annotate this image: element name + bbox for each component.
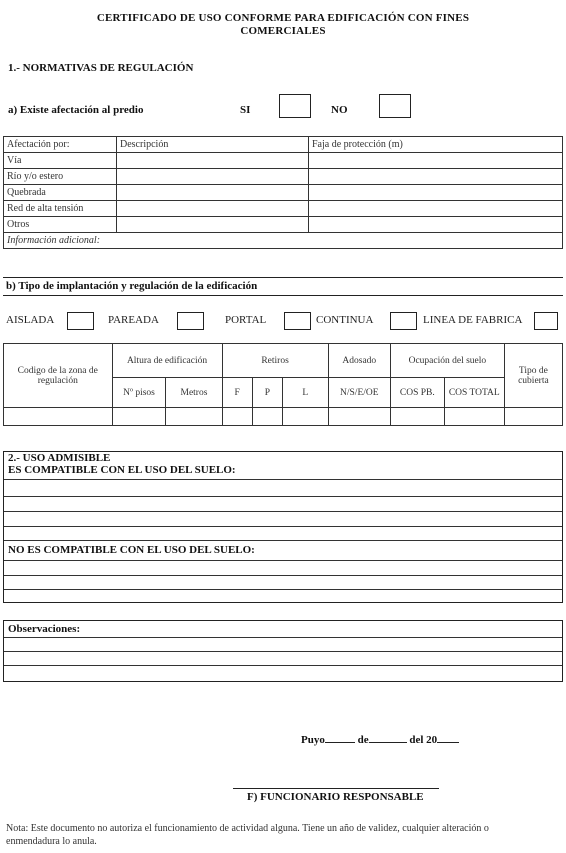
sub-costotal: COS TOTAL [444, 378, 504, 408]
descripcion-cell[interactable] [117, 185, 309, 201]
option-portal-label: PORTAL [225, 314, 267, 326]
compatible-line[interactable] [4, 496, 562, 497]
option-continua-checkbox[interactable] [390, 312, 417, 330]
title-line-1: CERTIFICADO DE USO CONFORME PARA EDIFICACIÓN CON FINES [96, 12, 470, 24]
row-label: Quebrada [4, 185, 117, 201]
descripcion-cell[interactable] [117, 217, 309, 233]
si-checkbox[interactable] [279, 94, 311, 118]
sub-adosado: N/S/E/OE [328, 378, 390, 408]
option-linea-checkbox[interactable] [534, 312, 558, 330]
faja-cell[interactable] [309, 169, 563, 185]
col-adosado: Adosado [328, 344, 390, 378]
reg-header-row [4, 344, 563, 378]
note-line-1: Nota: Este documento no autoriza el funcionamiento de actividad alguna. Tiene un año de validez, cualquier alteración o [6, 823, 489, 834]
row-label: Red de alta tensión [4, 201, 117, 217]
option-aislada-label: AISLADA [6, 314, 55, 326]
section1-heading: 1.- NORMATIVAS DE REGULACIÓN [8, 62, 194, 74]
input-l[interactable] [282, 408, 328, 426]
de-label: de [357, 734, 369, 746]
col-ocupacion: Ocupación del suelo [390, 344, 504, 378]
descripcion-cell[interactable] [117, 201, 309, 217]
header-descripcion: Descripción [117, 137, 309, 153]
descripcion-cell[interactable] [117, 169, 309, 185]
regulation-table [3, 343, 563, 426]
no-compatible-line[interactable] [4, 575, 562, 576]
option-pareada-checkbox[interactable] [177, 312, 204, 330]
input-pisos[interactable] [112, 408, 166, 426]
table-row [4, 153, 563, 169]
observaciones-line[interactable] [4, 637, 562, 638]
date-line [301, 734, 459, 746]
signature-label: F) FUNCIONARIO RESPONSABLE [247, 791, 424, 803]
day-field[interactable] [325, 742, 355, 743]
no-compatible-line[interactable] [4, 560, 562, 561]
compatible-label: ES COMPATIBLE CON EL USO DEL SUELO: [8, 464, 236, 476]
compatible-line[interactable] [4, 479, 562, 480]
faja-cell[interactable] [309, 201, 563, 217]
compatible-line[interactable] [4, 511, 562, 512]
input-costotal[interactable] [444, 408, 504, 426]
uso-admisible-section [3, 451, 563, 603]
city-label: Puyo [301, 734, 325, 746]
observaciones-label: Observaciones: [8, 623, 81, 635]
observaciones-line[interactable] [4, 665, 562, 666]
input-cubierta[interactable] [504, 408, 562, 426]
year-field[interactable] [437, 742, 459, 743]
observaciones-line[interactable] [4, 651, 562, 652]
option-continua-label: CONTINUA [316, 314, 374, 326]
title-line-2: COMERCIALES [240, 25, 326, 37]
observaciones-section [3, 620, 563, 682]
col-codigo: Codigo de la zona de regulación [4, 344, 113, 408]
row-label: Otros [4, 217, 117, 233]
faja-cell[interactable] [309, 217, 563, 233]
footer-note [6, 822, 562, 848]
table-row [4, 217, 563, 233]
info-adicional[interactable]: Información adicional: [4, 233, 563, 249]
sub-metros: Metros [166, 378, 222, 408]
afectacion-table [3, 136, 563, 249]
compatible-line[interactable] [4, 526, 562, 527]
header-faja: Faja de protección (m) [309, 137, 563, 153]
input-codigo[interactable] [4, 408, 113, 426]
faja-cell[interactable] [309, 185, 563, 201]
input-cospb[interactable] [390, 408, 444, 426]
sub-cospb: COS PB. [390, 378, 444, 408]
option-pareada-label: PAREADA [108, 314, 159, 326]
document-title [0, 12, 566, 38]
option-linea-label: LINEA DE FABRICA [423, 314, 523, 326]
no-checkbox[interactable] [379, 94, 411, 118]
month-field[interactable] [369, 742, 407, 743]
sub-pisos: Nº pisos [112, 378, 166, 408]
row-label: Río y/o estero [4, 169, 117, 185]
sub-l: L [282, 378, 328, 408]
table-row [4, 201, 563, 217]
no-compatible-label: NO ES COMPATIBLE CON EL USO DEL SUELO: [8, 544, 255, 556]
descripcion-cell[interactable] [117, 153, 309, 169]
option-portal-checkbox[interactable] [284, 312, 311, 330]
del-label: del 20 [409, 734, 438, 746]
separator-line [4, 540, 562, 541]
sub-f: F [222, 378, 252, 408]
section-b-top-rule [3, 277, 563, 278]
signature-line[interactable] [233, 788, 439, 789]
section2-heading: 2.- USO ADMISIBLE [8, 452, 111, 464]
section-b-heading: b) Tipo de implantación y regulación de la edificación [6, 280, 258, 292]
table-row [4, 185, 563, 201]
col-retiros: Retiros [222, 344, 328, 378]
option-aislada-checkbox[interactable] [67, 312, 94, 330]
note-line-2: enmendadura lo anula. [6, 836, 97, 847]
col-altura: Altura de edificación [112, 344, 222, 378]
input-metros[interactable] [166, 408, 222, 426]
input-p[interactable] [252, 408, 282, 426]
input-f[interactable] [222, 408, 252, 426]
si-label: SI [240, 104, 251, 116]
reg-data-row [4, 408, 563, 426]
no-compatible-line[interactable] [4, 589, 562, 590]
sub-p: P [252, 378, 282, 408]
no-label: NO [331, 104, 348, 116]
afectacion-label: a) Existe afectación al predio [8, 104, 144, 116]
header-afectacion: Afectación por: [4, 137, 117, 153]
input-adosado[interactable] [328, 408, 390, 426]
col-cubierta: Tipo de cubierta [504, 344, 562, 408]
row-label: Vía [4, 153, 117, 169]
faja-cell[interactable] [309, 153, 563, 169]
section-b-bottom-rule [3, 295, 563, 296]
info-row [4, 233, 563, 249]
table-header-row [4, 137, 563, 153]
table-row [4, 169, 563, 185]
